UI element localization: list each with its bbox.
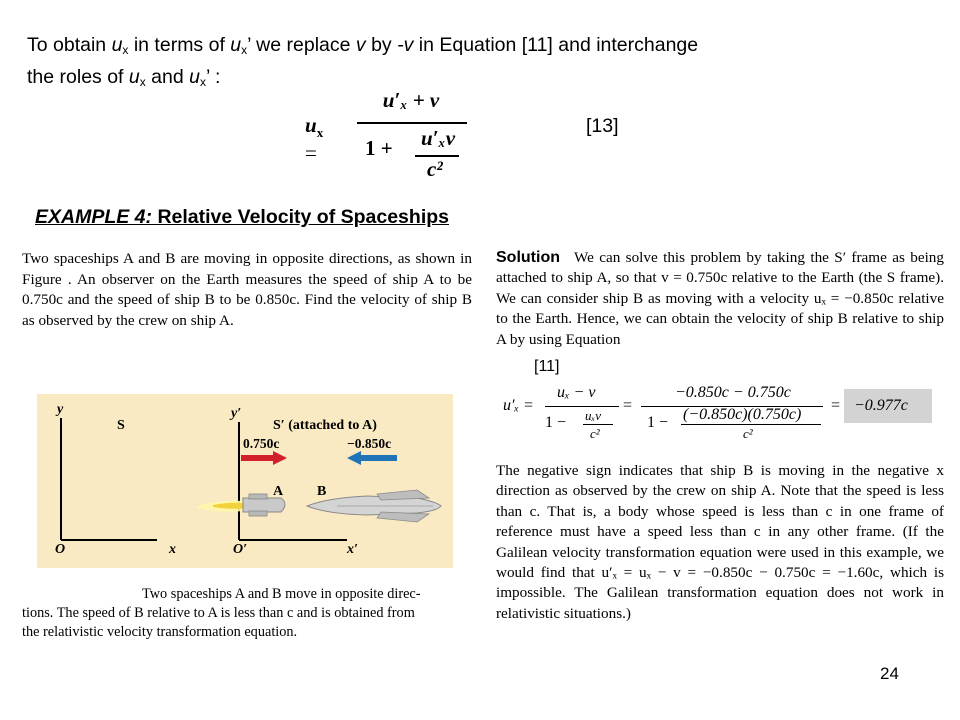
s-y-label: y <box>57 402 64 417</box>
equation-13-fraction-bar <box>357 122 467 124</box>
ship-b-label: B <box>317 484 327 499</box>
ship-a-arrow-head <box>273 451 287 465</box>
equation-13-number: [13] <box>586 115 619 137</box>
s-frame-label: S <box>117 418 125 433</box>
intro-text: To obtain $u_x$ in terms of $u_x$’ we replace v by -v in Equation [11] and interchange the roles of $u_x$ and $u_x$’ : <box>27 34 699 89</box>
example-heading: EXAMPLE 4: Relative Velocity of Spaceships <box>35 206 449 228</box>
ship-a-arrow-shaft <box>241 455 275 461</box>
figure-caption: Two spaceships A and B move in opposite direc- tions. The speed of B relative to A is less than c and is obtained from the relativistic velocity transformation equation. <box>22 586 421 640</box>
spaceship-figure <box>37 394 453 568</box>
page-number: 24 <box>880 664 899 683</box>
s-origin-label: O <box>55 542 66 557</box>
equation-13-lhs: $u_x$ = <box>305 113 324 166</box>
velocity-equation: u′ₓ = uₓ − v 1 − uₓv c² = −0.850c − 0.750c 1 − (−0.850c)(0.750c) c² = −0.977c <box>497 384 947 454</box>
s-prime-origin-label: O′ <box>233 542 248 557</box>
speed-b-label: −0.850c <box>347 436 392 451</box>
s-prime-x-label: x′ <box>347 542 358 557</box>
s-prime-frame-label: S′ (attached to A) <box>273 418 377 433</box>
ship-a-body <box>243 498 285 512</box>
equation-13-numerator: u′ₓ + v <box>382 88 440 112</box>
s-prime-y-label: y′ <box>231 406 242 421</box>
result-value: −0.977c <box>854 397 908 414</box>
problem-statement: Two spaceships A and B are moving in opposite directions, as shown in Figure . An observer on the Earth measures the speed of ship A to be 0.750c and the speed of ship B to be 0.850c. Find the velocity of ship B as observed by the crew on ship A. <box>22 250 472 329</box>
solution-text: Solution We can solve this problem by taking the S′ frame as being attached to ship A, so that v = 0.750c relative to the Earth (the S frame). We can consider ship B as moving with a velocity uₓ = −0.850c relative to the Earth. Hence, we can obtain the velocity of ship B relative to ship A by using Equation <box>496 249 944 348</box>
ship-a-label: A <box>273 484 284 499</box>
s-x-label: x <box>169 542 176 557</box>
solution-heading: Solution <box>496 249 560 266</box>
ship-b-arrow-head <box>347 451 361 465</box>
speed-a-label: 0.750c <box>243 436 280 451</box>
ship-b-arrow-shaft <box>359 455 397 461</box>
ship-b-body <box>307 496 441 515</box>
conclusion-text: The negative sign indicates that ship B is moving in the negative x direction as observed by the crew on ship A. Note that the speed is less than c. That is, a body whose speed is less than c in one frame of reference must have a speed less than c in any other frame. (If the Galilean velocity transformation equation were used in this example, we would find that u′ₓ = uₓ − v = −0.850c − 0.750c = −1.60c, which is impossible. The Galilean transformation equation does not work in relativistic situations.) <box>496 462 944 622</box>
equation-11-reference: [11] <box>534 358 560 375</box>
